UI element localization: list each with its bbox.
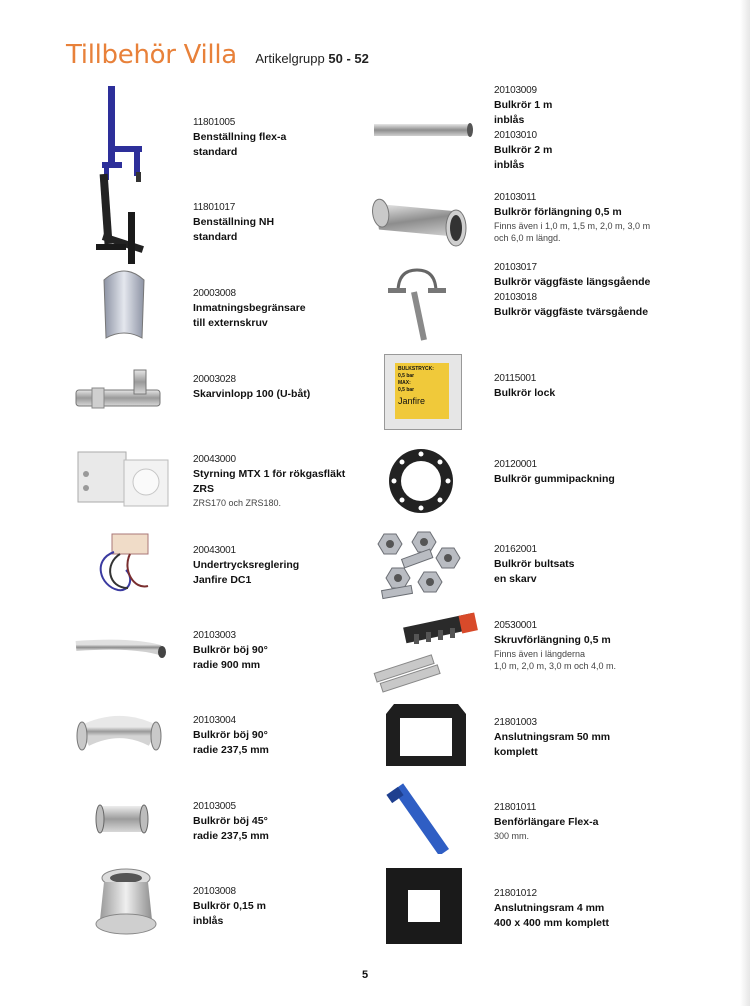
article-number: 20103008 bbox=[193, 886, 236, 897]
item-21801012 bbox=[494, 886, 714, 931]
article-number: 11801017 bbox=[193, 202, 236, 213]
product-name: Undertrycksreglering Janfire DC1 bbox=[193, 559, 300, 586]
screw-extension-icon bbox=[370, 610, 480, 694]
bend-45-icon bbox=[94, 798, 150, 840]
article-number: 20530001 bbox=[494, 620, 537, 631]
article-number: 20003028 bbox=[193, 374, 236, 385]
product-name: Benställning NH standard bbox=[193, 216, 275, 243]
product-name: Benförlängare Flex-a bbox=[494, 816, 599, 828]
article-number-secondary: 20103010 bbox=[494, 130, 537, 141]
bolt-set-icon bbox=[372, 528, 468, 604]
article-number: 20103017 bbox=[494, 262, 537, 273]
item-20103017 bbox=[494, 260, 714, 320]
mtx-controller-icon bbox=[76, 446, 172, 510]
nh-stand-icon bbox=[88, 172, 152, 268]
product-name: Skruvförlängning 0,5 m bbox=[494, 634, 611, 646]
article-number: 20043000 bbox=[193, 454, 236, 465]
article-number: 20103003 bbox=[193, 630, 236, 641]
page-edge-shadow bbox=[740, 0, 750, 1006]
item-20115001 bbox=[494, 371, 714, 401]
item-20103011 bbox=[494, 190, 714, 244]
product-name: Anslutningsram 50 mm komplett bbox=[494, 731, 611, 758]
connection-frame-4-icon bbox=[386, 868, 462, 944]
item-20003008 bbox=[193, 286, 343, 331]
product-note: Finns även i 1,0 m, 1,5 m, 2,0 m, 3,0 m och 6,0 m längd. bbox=[494, 221, 651, 243]
lid-box-label bbox=[395, 363, 449, 419]
article-number: 20043001 bbox=[193, 545, 236, 556]
article-number: 20120001 bbox=[494, 459, 537, 470]
pipe-extension-icon bbox=[368, 184, 472, 248]
item-20043000 bbox=[193, 452, 373, 509]
article-group bbox=[255, 51, 368, 66]
item-20103008 bbox=[193, 884, 343, 929]
product-name: Bulkrör gummipackning bbox=[494, 473, 615, 485]
product-note: 300 mm. bbox=[494, 831, 530, 841]
item-20003028 bbox=[193, 372, 363, 402]
wall-bracket-icon bbox=[384, 264, 450, 344]
article-number: 20003008 bbox=[193, 288, 236, 299]
article-number: 20162001 bbox=[494, 544, 537, 555]
article-number: 20103004 bbox=[193, 715, 236, 726]
box-label-line3: MAX: bbox=[398, 380, 411, 386]
product-note: Finns även i längderna 1,0 m, 2,0 m, 3,0 m och 4,0 m. bbox=[494, 649, 617, 671]
product-name: Bulkrör förlängning 0,5 m bbox=[494, 206, 622, 218]
bend-237-icon bbox=[74, 712, 166, 760]
box-label-line1: BULKSTRYCK: bbox=[398, 366, 434, 372]
bend-900-icon bbox=[72, 628, 172, 668]
item-20120001 bbox=[494, 457, 714, 487]
product-name: Styrning MTX 1 för rökgasfläkt ZRS bbox=[193, 468, 346, 495]
flex-a-stand-icon bbox=[90, 84, 150, 184]
article-number: 20115001 bbox=[494, 373, 537, 384]
item-20103004 bbox=[193, 713, 343, 758]
item-20103003 bbox=[193, 628, 343, 673]
product-name: Bulkrör böj 90° radie 237,5 mm bbox=[193, 729, 269, 756]
product-name: Skarvinlopp 100 (U-båt) bbox=[193, 388, 311, 400]
page-number: 5 bbox=[362, 969, 369, 981]
article-number: 21801012 bbox=[494, 888, 537, 899]
product-name: Inmatningsbegränsare till externskruv bbox=[193, 302, 306, 329]
item-11801005 bbox=[193, 115, 343, 160]
joint-inlet-icon bbox=[74, 366, 164, 414]
article-number-secondary: 20103018 bbox=[494, 292, 537, 303]
article-number: 21801011 bbox=[494, 802, 537, 813]
product-name: Benställning flex-a standard bbox=[193, 131, 287, 158]
article-group-range: 50 - 52 bbox=[328, 51, 369, 66]
product-name: Bulkrör böj 45° radie 237,5 mm bbox=[193, 815, 269, 842]
pipe-1m-icon bbox=[370, 114, 476, 146]
product-name: Bulkrör bultsats en skarv bbox=[494, 558, 575, 585]
connection-frame-50-icon bbox=[384, 700, 468, 770]
item-11801017 bbox=[193, 200, 343, 245]
item-20043001 bbox=[193, 543, 343, 588]
product-name: Anslutningsram 4 mm 400 x 400 mm komplett bbox=[494, 902, 609, 929]
article-number: 11801005 bbox=[193, 117, 236, 128]
article-number: 20103009 bbox=[494, 85, 537, 96]
product-name: Bulkrör böj 90° radie 900 mm bbox=[193, 644, 268, 671]
product-name-secondary: Bulkrör 2 m inblås bbox=[494, 144, 553, 171]
item-21801011 bbox=[494, 800, 714, 842]
box-label-line2: 0,5 bar bbox=[398, 373, 415, 379]
inlet-limiter-icon bbox=[96, 266, 152, 344]
product-name-secondary: Bulkrör väggfäste tvärsgående bbox=[494, 306, 649, 318]
article-number: 21801003 bbox=[494, 717, 537, 728]
item-21801003 bbox=[494, 715, 714, 760]
lid-box bbox=[384, 354, 462, 430]
page-header bbox=[66, 40, 369, 70]
product-name: Bulkrör väggfäste längsgående bbox=[494, 276, 651, 288]
product-name: Bulkrör lock bbox=[494, 387, 556, 399]
rubber-gasket-icon bbox=[386, 446, 456, 516]
pressure-regulator-icon bbox=[90, 530, 154, 594]
item-20162001 bbox=[494, 542, 714, 587]
leg-extension-icon bbox=[384, 782, 460, 854]
item-20103005 bbox=[193, 799, 343, 844]
product-name: Bulkrör 0,15 m inblås bbox=[193, 900, 266, 927]
article-group-label: Artikelgrupp bbox=[255, 51, 325, 66]
item-20530001 bbox=[494, 618, 714, 672]
article-number: 20103011 bbox=[494, 192, 537, 203]
box-brand-logo: Janfire bbox=[398, 396, 426, 406]
article-number: 20103005 bbox=[193, 801, 236, 812]
box-label-line4: 0,5 bar bbox=[398, 387, 415, 393]
product-note: ZRS170 och ZRS180. bbox=[193, 498, 282, 508]
product-name: Bulkrör 1 m inblås bbox=[494, 99, 553, 126]
pipe-015-icon bbox=[86, 864, 166, 944]
page-title: Tillbehör Villa bbox=[66, 40, 237, 70]
item-20103009 bbox=[494, 83, 714, 173]
